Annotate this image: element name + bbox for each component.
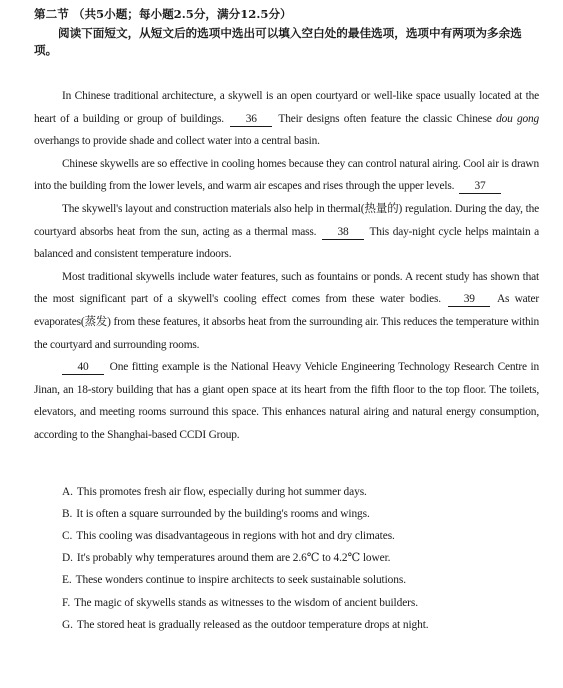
paragraph-2 <box>34 153 539 198</box>
option-e[interactable] <box>62 569 539 591</box>
paragraph-3-text-b: This day-night cycle helps maintain a balanced and consistent temperature indoors. <box>34 225 540 261</box>
option-d[interactable] <box>62 547 539 569</box>
option-letter: E. <box>62 574 72 587</box>
blank-36[interactable]: 36 <box>230 113 272 127</box>
paragraph-3 <box>34 198 539 266</box>
option-f[interactable] <box>62 592 539 614</box>
option-text: This promotes fresh air flow, especially during hot summer days. <box>76 485 367 498</box>
section-title: 第二节 <box>34 7 69 21</box>
option-text: The stored heat is gradually released as the outdoor temperature drops at night. <box>76 618 429 631</box>
option-letter: C. <box>62 529 73 542</box>
option-letter: F. <box>62 596 71 609</box>
option-letter: A. <box>62 485 73 498</box>
paragraph-1-text-c: overhangs to provide shade and collect water into a central basin. <box>34 135 320 148</box>
option-c[interactable] <box>62 525 539 547</box>
paragraph-5 <box>34 356 539 446</box>
paragraph-1 <box>34 85 539 153</box>
section-scoring-note: （共5小题；每小题2.5分，满分12.5分） <box>72 7 292 21</box>
option-text: These wonders continue to inspire architects to seek sustainable solutions. <box>75 574 406 587</box>
instructions: 阅读下面短文，从短文后的选项中选出可以填入空白处的最佳选项，选项中有两项为多余选项。 <box>34 26 522 57</box>
option-text: This cooling was disadvantageous in regions with hot and dry climates. <box>76 529 395 542</box>
option-letter: B. <box>62 507 73 520</box>
option-text: It's probably why temperatures around them are 2.6℃ to 4.2℃ lower. <box>76 552 391 565</box>
option-letter: G. <box>62 618 73 631</box>
paragraph-5-text-a: One fitting example is the National Heavy Vehicle Engineering Technology Research Centre in Jinan, an 18-story building that has a giant open space at its heart from the fifth floor to the top floor. The toilets, elevators, and meeting rooms surround this space. This enhances natural airing and natural energy consumption, according to the Shanghai-based CCDI Group. <box>34 361 539 441</box>
paragraph-4-text-b: As water evaporates(蒸发) from these features, it absorbs heat from the surrounding air. This reduces the temperature within the courtyard and surrounding rooms. <box>34 293 539 351</box>
options-list <box>34 481 539 636</box>
option-letter: D. <box>62 552 73 565</box>
paragraph-3-text-a: The skywell's layout and construction materials also help in thermal(热量的) regulation. During the day, the courtyard absorbs heat from the sun, acting as a thermal mass. <box>34 202 539 238</box>
option-text: The magic of skywells stands as witnesses to the wisdom of ancient builders. <box>74 596 418 609</box>
blank-39[interactable]: 39 <box>448 293 490 307</box>
paragraph-4 <box>34 266 539 356</box>
option-a[interactable] <box>62 481 539 503</box>
blank-38[interactable]: 38 <box>322 226 364 240</box>
passage <box>34 85 539 447</box>
paragraph-1-text-a: In Chinese traditional architecture, a skywell is an open courtyard or well-like space usually located at the heart of a building or group of buildings. <box>34 90 539 125</box>
option-g[interactable] <box>62 614 539 636</box>
paragraph-4-text-a: Most traditional skywells include water features, such as fountains or ponds. A recent study has shown that the most significant part of a skywell's cooling effect comes from these water bodies. <box>34 270 539 306</box>
option-text: It is often a square surrounded by the building's rooms and wings. <box>76 507 370 520</box>
paragraph-1-text-b: Their designs often feature the classic Chinese <box>278 112 492 125</box>
blank-37[interactable]: 37 <box>459 180 501 194</box>
option-b[interactable] <box>62 503 539 525</box>
paragraph-2-text-a: Chinese skywells are so effective in cooling homes because they can control natural airing. Cool air is drawn into the building from the lower levels, and warm air escapes and rises through the upper levels. <box>34 157 539 193</box>
blank-40[interactable]: 40 <box>62 361 104 375</box>
paragraph-1-italic-term: dou gong <box>496 112 540 125</box>
section-header <box>34 6 539 22</box>
